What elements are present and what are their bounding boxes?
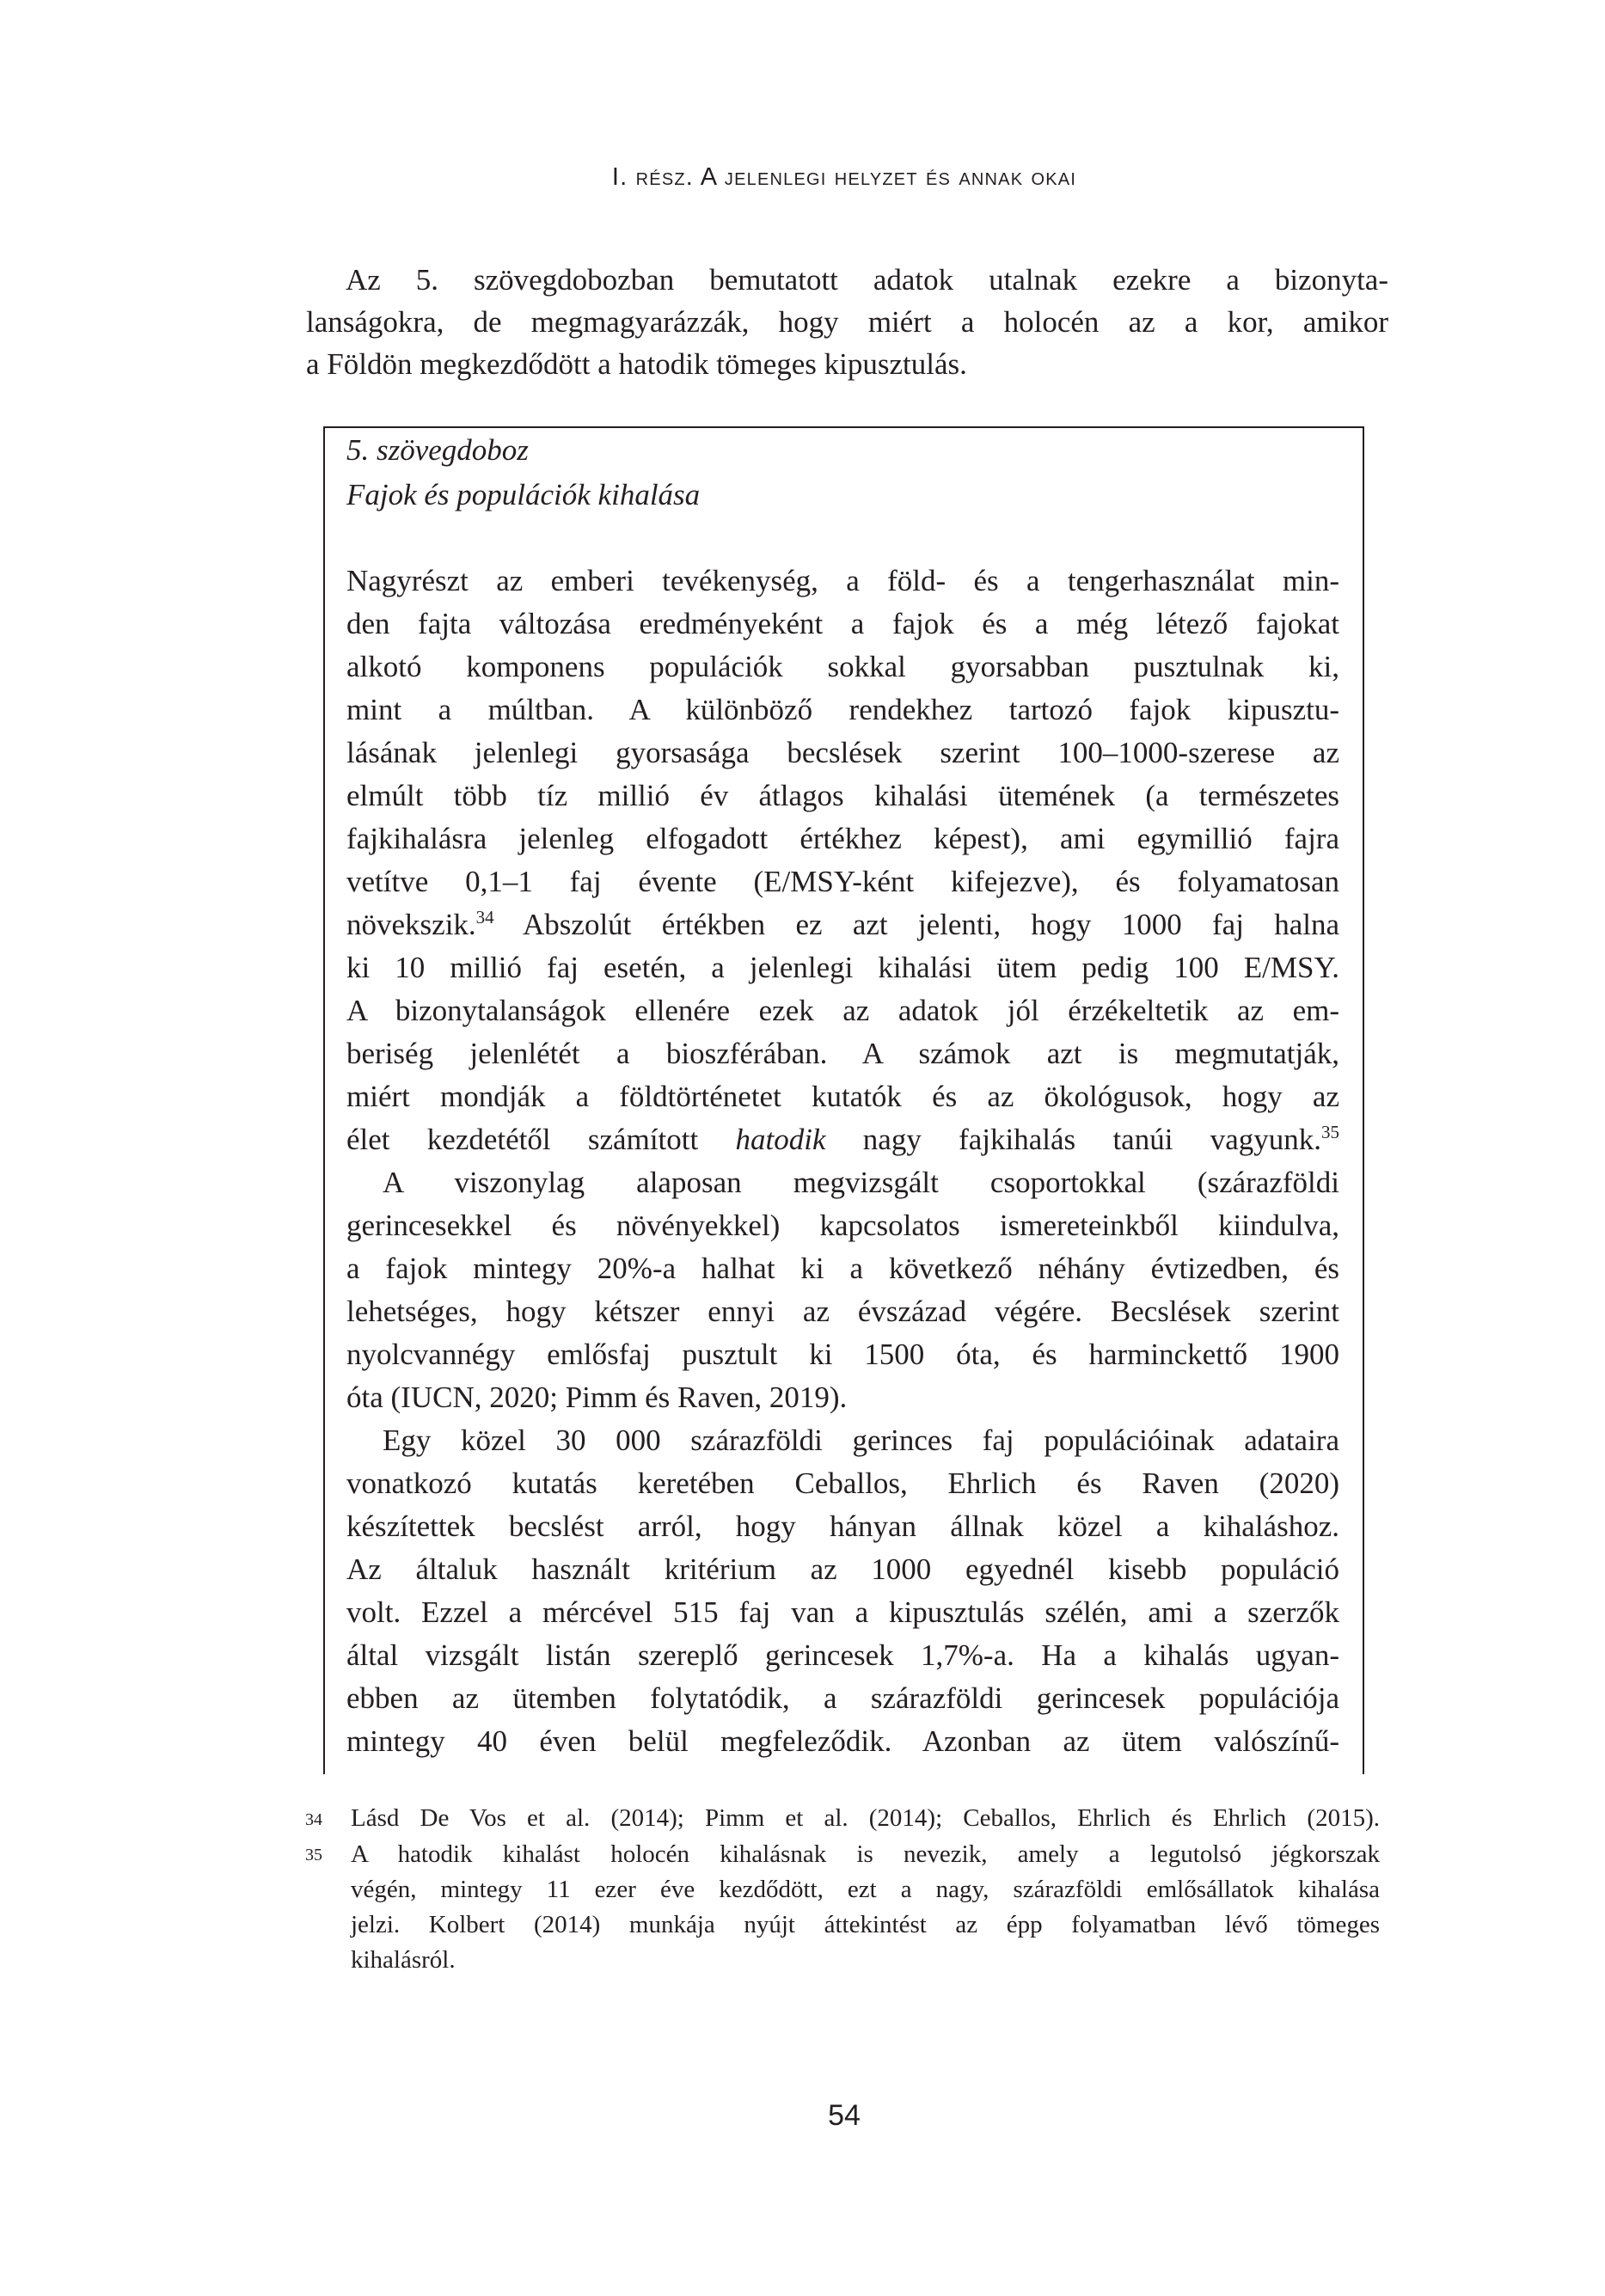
textbox-line: A bizonytalanságok ellenére ezek az adatok jól érzékeltetik az em- — [346, 994, 1339, 1027]
textbox-line: gerincesekkel és növényekkel) kapcsolatos ismereteinkből kiindulva, — [346, 1209, 1339, 1242]
textbox-line — [346, 1121, 1340, 1156]
textbox-title: Fajok és populációk kihalása — [346, 478, 701, 511]
textbox-line: vonatkozó kutatás keretében Ceballos, Ehrlich és Raven (2020) — [346, 1466, 1339, 1500]
textbox-line: den fajta változása eredményeként a fajok és a még létező fajokat — [346, 607, 1339, 640]
textbox-line: miért mondják a földtörténetet kutatók és az ökológusok, hogy az — [346, 1080, 1339, 1113]
textbox-line: készítettek becslést arról, hogy hányan állnak közel a kihaláshoz. — [346, 1509, 1339, 1543]
textbox-line: lehetséges, hogy kétszer ennyi az évszázad végére. Becslések szerint — [346, 1295, 1339, 1328]
textbox-line: Nagyrészt az emberi tevékenység, a föld- és a tengerhasználat min- — [346, 564, 1339, 597]
intro-line: Az 5. szövegdobozban bemutatott adatok utalnak ezekre a bizonyta- — [346, 263, 1388, 297]
footnote-line: kihalásról. — [351, 1946, 456, 1974]
textbox-line: által vizsgált listán szereplő gerincesek 1,7%-a. Ha a kihalás ugyan- — [346, 1638, 1339, 1672]
textbox-line: fajkihalásra jelenleg elfogadott értékhez képest), ami egymillió fajra — [346, 822, 1339, 855]
page-number: 54 — [828, 2099, 861, 2132]
textbox-line: mintegy 40 éven belül megfeleződik. Azonban az ütem valószínű- — [346, 1724, 1339, 1758]
running-header: I. rész. A jelenlegi helyzet és annak okai — [611, 163, 1077, 191]
footnote-number: 34 — [305, 1810, 322, 1829]
footnote-ref-35[interactable]: 35 — [1321, 1121, 1340, 1142]
textbox-line: A viszonylag alaposan megvizsgált csoportokkal (szárazföldi — [383, 1166, 1339, 1199]
text-segment: élet kezdetétől számított — [346, 1123, 736, 1156]
textbox-line: mint a múltban. A különböző rendekhez tartozó fajok kipusztu- — [346, 693, 1339, 726]
textbox-line: a fajok mintegy 20%-a halhat ki a következő néhány évtizedben, és — [346, 1252, 1339, 1285]
text-segment: nagy fajkihalás tanúi vagyunk. — [825, 1123, 1322, 1156]
textbox-line: vetítve 0,1–1 faj évente (E/MSY-ként kifejezve), és folyamatosan — [346, 865, 1339, 898]
footnote-line: végén, mintegy 11 ezer éve kezdődött, ezt a nagy, szárazföldi emlősállatok kihalása — [351, 1876, 1380, 1903]
textbox-line: óta (IUCN, 2020; Pimm és Raven, 2019). — [346, 1381, 848, 1414]
footnote-line: A hatodik kihalást holocén kihalásnak is nevezik, amely a legutolsó jégkorszak — [351, 1840, 1380, 1868]
footnote-number: 35 — [305, 1846, 322, 1864]
footnote-line: jelzi. Kolbert (2014) munkája nyújt áttekintést az épp folyamatban lévő tömeges — [351, 1911, 1380, 1938]
textbox-line: ebben az ütemben folytatódik, a szárazföldi gerincesek populációja — [346, 1681, 1339, 1715]
textbox-line: elmúlt több tíz millió év átlagos kihalási ütemének (a természetes — [346, 779, 1339, 812]
text-segment: növekszik. — [346, 908, 476, 941]
textbox-line — [346, 906, 1339, 941]
textbox-label: 5. szövegdoboz — [346, 433, 529, 467]
textbox-line: lásának jelenlegi gyorsasága becslések szerint 100–1000-szerese az — [346, 736, 1339, 769]
textbox-line: ki 10 millió faj esetén, a jelenlegi kihalási ütem pedig 100 E/MSY. — [346, 951, 1339, 984]
textbox-line: volt. Ezzel a mércével 515 faj van a kipusztulás szélén, ami a szerzők — [346, 1595, 1339, 1629]
intro-line: lanságokra, de megmagyarázzák, hogy miért a holocén az a kor, amikor — [306, 305, 1388, 339]
textbox-line: Egy közel 30 000 szárazföldi gerinces faj populációinak adataira — [383, 1424, 1339, 1457]
text-segment: Abszolút értékben ez azt jelenti, hogy 1000 faj halna — [493, 908, 1339, 941]
intro-line: a Földön megkezdődött a hatodik tömeges kipusztulás. — [306, 347, 967, 381]
textbox-line: Az általuk használt kritérium az 1000 egyednél kisebb populáció — [346, 1552, 1339, 1586]
footnote-ref-34[interactable]: 34 — [475, 906, 494, 928]
footnote-line: Lásd De Vos et al. (2014); Pimm et al. (2014); Ceballos, Ehrlich és Ehrlich (2015). — [351, 1804, 1380, 1832]
textbox-line: alkotó komponens populációk sokkal gyorsabban pusztulnak ki, — [346, 650, 1339, 683]
emphasis-hatodik: hatodik — [735, 1123, 826, 1156]
textbox-line: beriség jelenlétét a bioszférában. A számok azt is megmutatják, — [346, 1037, 1339, 1070]
textbox-line: nyolcvannégy emlősfaj pusztult ki 1500 óta, és harminckettő 1900 — [346, 1338, 1339, 1371]
